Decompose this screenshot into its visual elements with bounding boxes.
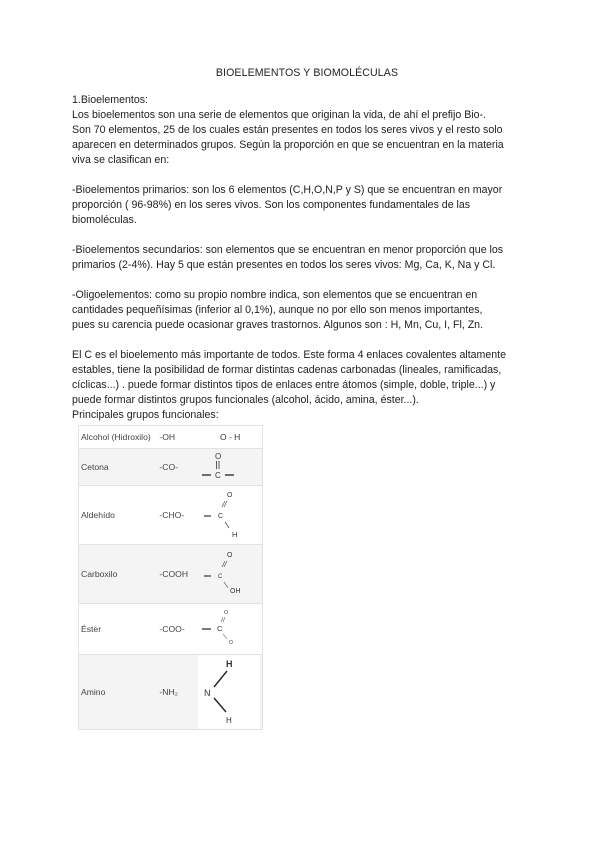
structure-atom-o: O bbox=[226, 552, 233, 559]
text-line: -Bioelementos primarios: son los 6 elementos (C,H,O,N,P y S) que se encuentran en mayor bbox=[72, 184, 503, 196]
group-structure bbox=[196, 545, 263, 604]
structure-atom-o: O bbox=[228, 640, 233, 646]
text-line: El C es el bioelemento más importante de todos. Este forma 4 enlaces covalentes altamente bbox=[72, 349, 506, 361]
text-line: cantidades pequeñísimas (inferior al 0,1%), aunque no por ello son menos importantes, bbox=[72, 304, 483, 316]
structure-atom-c: C bbox=[216, 624, 223, 633]
functional-groups-table bbox=[78, 425, 263, 730]
text-line: cíclicas...) . puede formar distintos tipos de enlaces entre átomos (simple, doble, triple...) y bbox=[72, 379, 496, 391]
table-row-aldehido bbox=[79, 486, 263, 545]
text-line: primarios (2-4%). Hay 5 que están presentes en todos los seres vivos: Mg, Ca, K, Na y Cl. bbox=[72, 259, 496, 271]
secundarios-paragraph bbox=[72, 243, 542, 273]
alcohol-structure-diagram bbox=[198, 426, 260, 448]
group-formula: -CO- bbox=[157, 449, 196, 486]
structure-atom-c: C bbox=[214, 471, 221, 480]
group-structure bbox=[196, 449, 263, 486]
double-bond-line bbox=[221, 617, 223, 622]
group-name: Cetona bbox=[79, 449, 158, 486]
group-formula: -COO- bbox=[157, 604, 196, 655]
group-structure bbox=[196, 655, 263, 730]
text-line: Son 70 elementos, 25 de los cuales están presentes en todos los seres vivos y el resto solo bbox=[72, 124, 503, 136]
group-formula: -CHO- bbox=[157, 486, 196, 545]
section-heading: 1.Bioelementos: bbox=[72, 94, 148, 106]
group-formula: -NH₂ bbox=[157, 655, 196, 730]
group-formula: -OH bbox=[157, 426, 196, 449]
single-bond-line bbox=[224, 582, 228, 588]
text-line: aparecen en determinados grupos. Según la proporción en que se encuentran en la materia bbox=[72, 139, 504, 151]
structure-atom-c: C bbox=[217, 574, 223, 580]
document-title: BIOELEMENTOS Y BIOMOLÉCULAS bbox=[215, 67, 399, 79]
carboxilo-structure-diagram bbox=[198, 545, 260, 603]
primarios-paragraph bbox=[72, 183, 542, 228]
document-page bbox=[72, 66, 542, 423]
text-line: pues su carencia puede ocasionar graves trastornos. Algunos son : H, Mn, Cu, I, Fl, Zn. bbox=[72, 319, 484, 331]
double-bond-line bbox=[223, 617, 225, 622]
group-name: Amino bbox=[79, 655, 158, 730]
single-bond-line bbox=[223, 634, 227, 639]
structure-atom-c: C bbox=[217, 513, 224, 520]
text-line: Los bioelementos son una serie de elementos que originan la vida, de ahí el prefijo Bio-. bbox=[72, 109, 487, 121]
group-name: Alcohol (Hidroxilo) bbox=[79, 426, 158, 449]
ester-structure-diagram bbox=[198, 604, 260, 654]
group-structure bbox=[196, 604, 263, 655]
oligoelementos-paragraph bbox=[72, 288, 542, 333]
text-line: biomoléculas. bbox=[72, 214, 137, 226]
table-row-ester bbox=[79, 604, 263, 655]
structure-label: O - H bbox=[219, 432, 241, 442]
structure-atom-o: O bbox=[226, 492, 233, 499]
table-row-carboxilo bbox=[79, 545, 263, 604]
table-row-alcohol bbox=[79, 426, 263, 449]
structure-atom-o: O bbox=[214, 452, 222, 461]
group-formula: -COOH bbox=[157, 545, 196, 604]
intro-paragraph bbox=[72, 108, 542, 168]
cetona-structure-diagram bbox=[198, 449, 260, 485]
amino-structure-diagram bbox=[198, 655, 260, 729]
group-name: Éster bbox=[79, 604, 158, 655]
structure-atom-h: H bbox=[225, 659, 233, 669]
structure-atom-h: H bbox=[225, 716, 232, 725]
group-name: Carboxilo bbox=[79, 545, 158, 604]
text-line: Principales grupos funcionales: bbox=[72, 409, 219, 421]
single-bond-line bbox=[225, 522, 229, 528]
text-line: proporción ( 96-98%) en los seres vivos. Son los componentes fundamentales de las bbox=[72, 199, 471, 211]
text-line: viva se clasifican en: bbox=[72, 154, 170, 166]
structure-group-oh: OH bbox=[229, 588, 241, 595]
group-name: Aldehído bbox=[79, 486, 158, 545]
table-row-amino bbox=[79, 655, 263, 730]
text-line: -Bioelementos secundarios: son elementos que se encuentran en menor proporción que los bbox=[72, 244, 504, 256]
group-structure bbox=[196, 426, 263, 449]
group-structure bbox=[196, 486, 263, 545]
carbono-paragraph bbox=[72, 348, 542, 423]
structure-atom-h: H bbox=[231, 530, 238, 539]
structure-atom-n: N bbox=[203, 688, 211, 698]
table-row-cetona bbox=[79, 449, 263, 486]
text-line: puede formar distintos grupos funcionales (alcohol, ácido, amina, éster...). bbox=[72, 394, 419, 406]
text-line: estables, tiene la posibilidad de formar distintas cadenas carbonadas (lineales, ramificadas, bbox=[72, 364, 502, 376]
text-line: -Oligoelementos: como su propio nombre indica, son elementos que se encuentran en bbox=[72, 289, 478, 301]
aldehido-structure-diagram bbox=[198, 486, 260, 544]
structure-atom-o: O bbox=[223, 610, 228, 616]
